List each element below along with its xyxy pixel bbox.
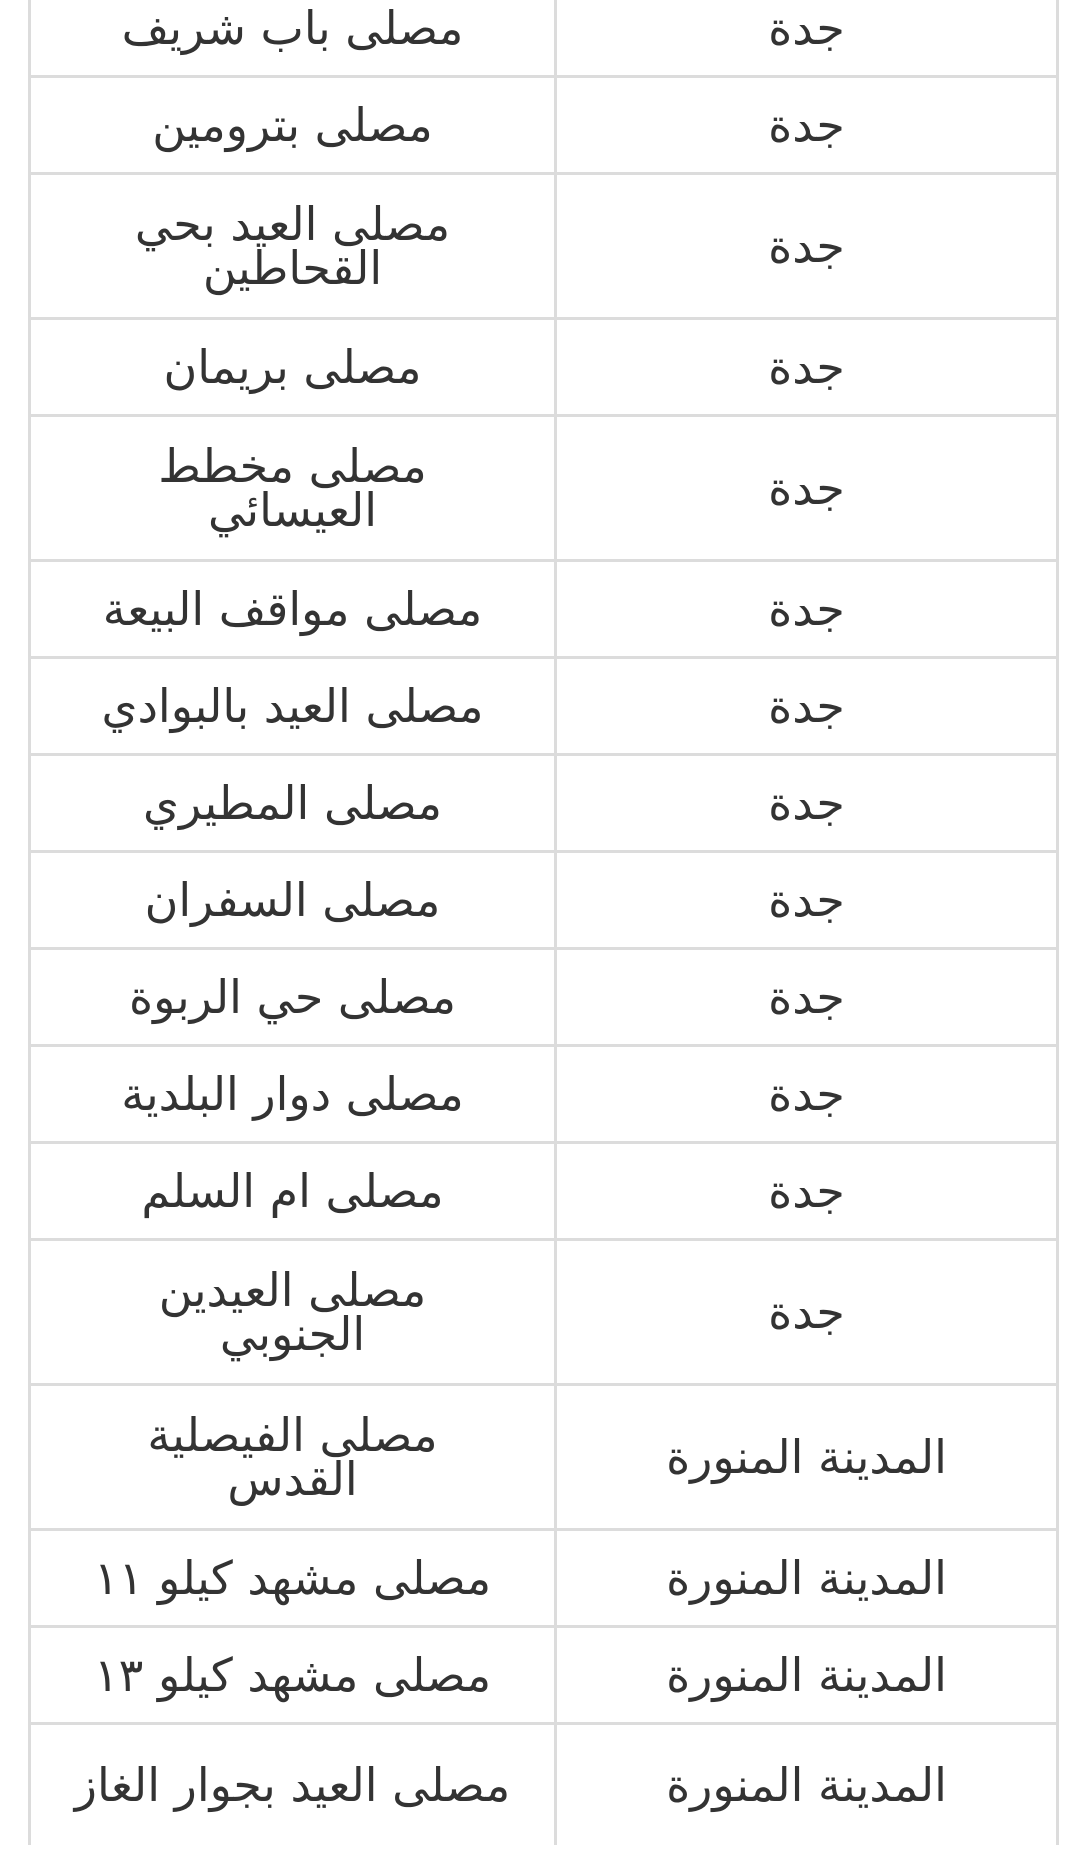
table-row xyxy=(30,416,1058,561)
table-row xyxy=(30,1143,1058,1240)
place-name: مصلى مشهد كيلو ١١ xyxy=(93,1551,492,1605)
prayer-grounds-table xyxy=(28,0,1059,1845)
place-name: مصلى بترومين xyxy=(152,98,433,152)
place-name: مصلى مشهد كيلو ١٣ xyxy=(93,1648,492,1702)
place-name: مصلى العيد بحي القحاطين xyxy=(134,197,451,295)
place-cell xyxy=(30,658,556,755)
place-name: مصلى المطيري xyxy=(142,776,443,830)
city-cell: جدة xyxy=(556,77,1058,174)
place-cell xyxy=(30,852,556,949)
place-name: مصلى حي الربوة xyxy=(129,970,456,1024)
city-cell: جدة xyxy=(556,174,1058,319)
place-name: مصلى ام السلم xyxy=(141,1164,444,1218)
place-cell xyxy=(30,77,556,174)
place-name: مصلى بريمان xyxy=(163,340,422,394)
city-cell: جدة xyxy=(556,658,1058,755)
table-row xyxy=(30,1530,1058,1627)
place-cell xyxy=(30,949,556,1046)
city-cell: جدة xyxy=(556,416,1058,561)
table-row xyxy=(30,174,1058,319)
place-name: مصلى العيدين الجنوبي xyxy=(158,1263,427,1361)
city-cell: جدة xyxy=(556,755,1058,852)
place-cell xyxy=(30,1385,556,1530)
place-name: مصلى مواقف البيعة xyxy=(102,582,483,636)
place-name: مصلى الفيصلية القدس xyxy=(147,1408,438,1506)
table-row xyxy=(30,852,1058,949)
place-cell xyxy=(30,174,556,319)
place-name: مصلى دوار البلدية xyxy=(121,1067,464,1121)
place-name: مصلى العيد بجوار الغاز xyxy=(74,1758,511,1812)
place-name: مصلى العيد بالبوادي xyxy=(101,679,484,733)
city-cell: المدينة المنورة xyxy=(556,1530,1058,1627)
city-cell: جدة xyxy=(556,949,1058,1046)
place-name: مصلى باب شريف xyxy=(121,1,464,55)
table-row xyxy=(30,1724,1058,1846)
table-row xyxy=(30,77,1058,174)
place-cell xyxy=(30,561,556,658)
table-row xyxy=(30,949,1058,1046)
place-cell xyxy=(30,1240,556,1385)
city-cell: جدة xyxy=(556,1240,1058,1385)
table-row xyxy=(30,1240,1058,1385)
prayer-grounds-table-container xyxy=(31,0,1059,1845)
city-cell: المدينة المنورة xyxy=(556,1385,1058,1530)
table-row xyxy=(30,755,1058,852)
city-cell: جدة xyxy=(556,561,1058,658)
table-row xyxy=(30,561,1058,658)
place-cell xyxy=(30,1627,556,1724)
place-name: مصلى السفران xyxy=(144,873,441,927)
place-cell xyxy=(30,0,556,77)
table-row xyxy=(30,319,1058,416)
table-row xyxy=(30,1046,1058,1143)
place-cell xyxy=(30,1530,556,1627)
city-cell: المدينة المنورة xyxy=(556,1724,1058,1846)
place-cell xyxy=(30,1143,556,1240)
table-row xyxy=(30,1385,1058,1530)
table-row xyxy=(30,0,1058,77)
table-row xyxy=(30,1627,1058,1724)
city-cell: جدة xyxy=(556,0,1058,77)
city-cell: المدينة المنورة xyxy=(556,1627,1058,1724)
city-cell: جدة xyxy=(556,1046,1058,1143)
city-cell: جدة xyxy=(556,319,1058,416)
table-row xyxy=(30,658,1058,755)
place-cell xyxy=(30,416,556,561)
place-name: مصلى مخطط العيسائي xyxy=(158,439,427,537)
place-cell xyxy=(30,755,556,852)
place-cell xyxy=(30,1046,556,1143)
place-cell xyxy=(30,1724,556,1846)
place-cell xyxy=(30,319,556,416)
city-cell: جدة xyxy=(556,852,1058,949)
city-cell: جدة xyxy=(556,1143,1058,1240)
